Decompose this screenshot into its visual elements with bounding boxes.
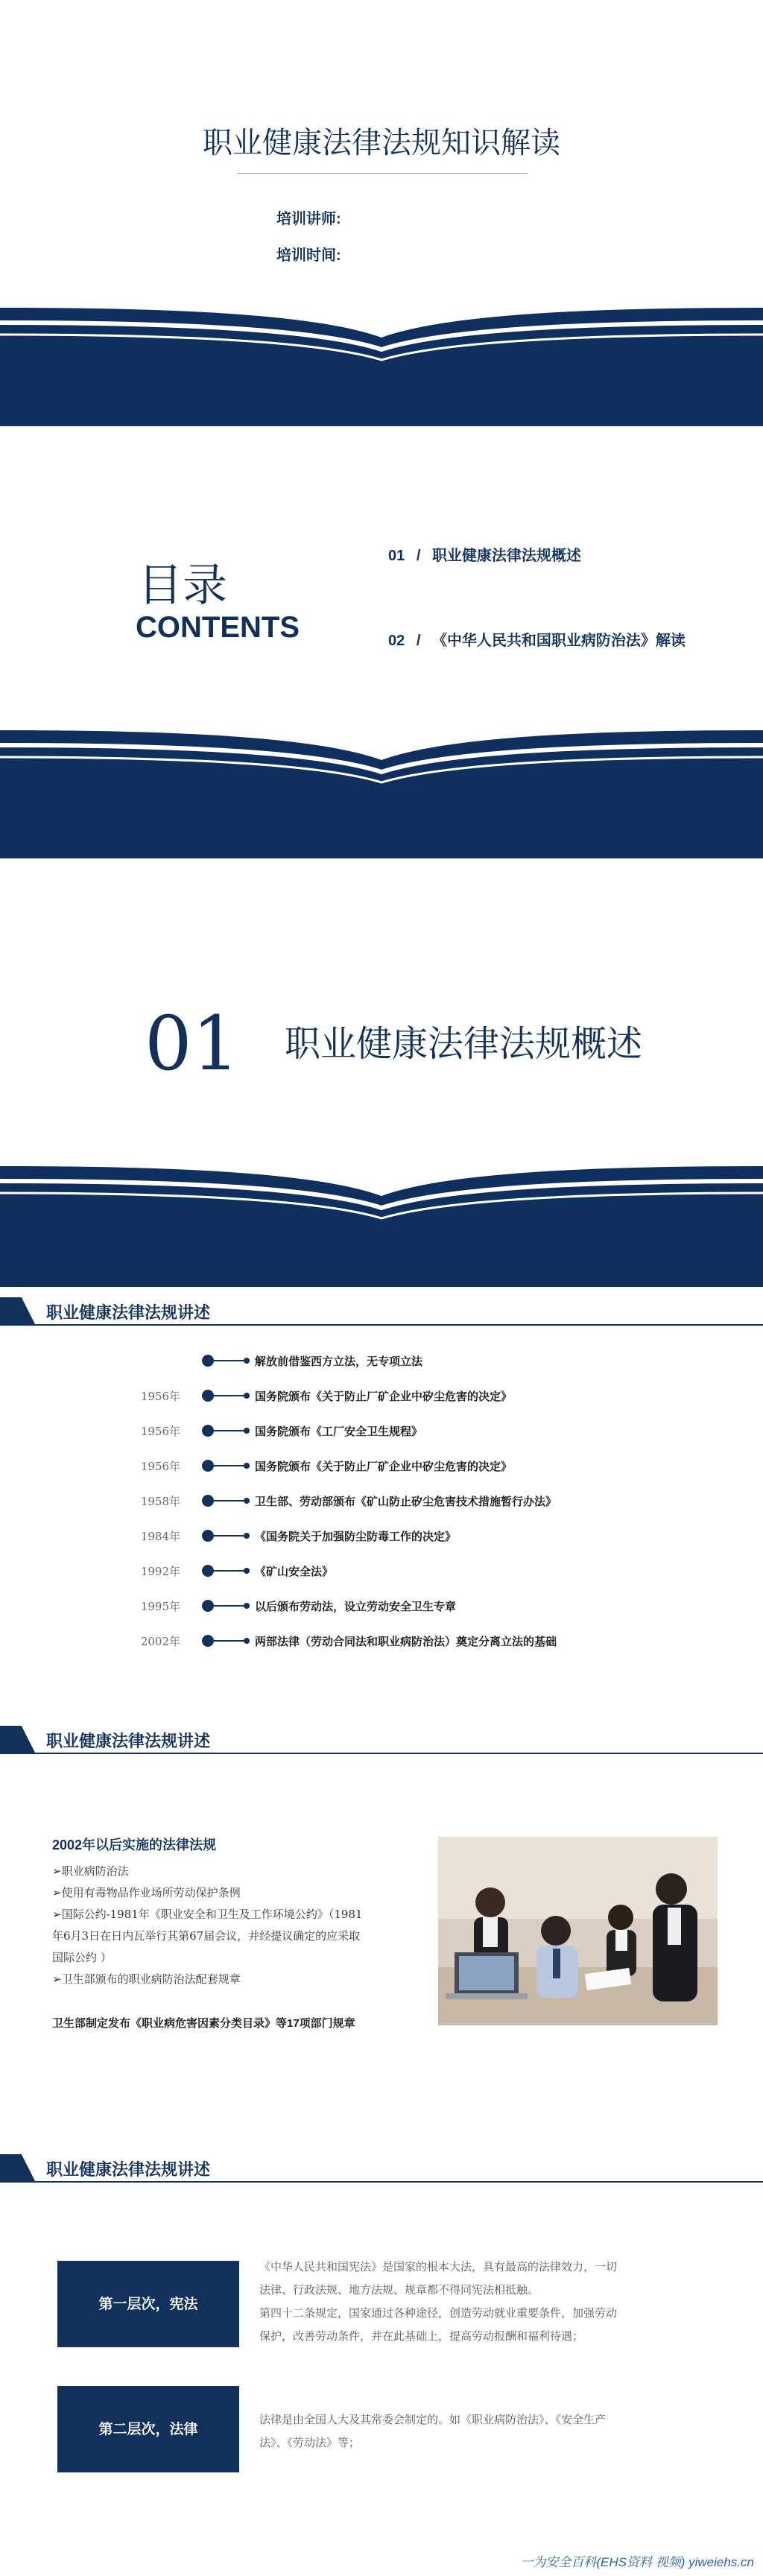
watermark: 一为安全百科(EHS资料 视频) yiweiehs.cn — [520, 2555, 754, 2569]
timeline-year: 1956年 — [140, 1390, 180, 1403]
header-title: 职业健康法律法规讲述 — [46, 2161, 211, 2180]
timeline-connector — [214, 1360, 245, 1361]
timeline-dot — [202, 1460, 214, 1472]
toc-item-label: 职业健康法律法规概述 — [431, 548, 581, 564]
toc-item-2[interactable] — [388, 628, 686, 650]
list-item: 国际公约 ） — [52, 1951, 112, 1964]
trainer-label: 培训讲师: — [276, 211, 341, 227]
toc-slide — [0, 426, 763, 858]
timeline-connector-end — [244, 1393, 250, 1399]
section-number: 01 — [145, 1000, 240, 1087]
toc-item-1[interactable] — [388, 543, 581, 565]
toc-title-en: CONTENTS — [136, 611, 300, 644]
timeline-connector — [214, 1430, 245, 1431]
timeline-dot — [202, 1425, 214, 1437]
header-rule — [0, 1324, 763, 1326]
timeline-connector-end — [244, 1603, 250, 1609]
timeline-connector-end — [244, 1638, 250, 1644]
timeline-connector-end — [244, 1463, 250, 1469]
timeline-row — [0, 1521, 763, 1551]
header-title: 职业健康法律法规讲述 — [46, 1732, 211, 1751]
toc-item-number: 02 — [388, 633, 405, 649]
timeline-connector — [214, 1640, 245, 1642]
book-banner — [0, 724, 763, 858]
laws-subtitle: 2002年以后实施的法律法规 — [52, 1838, 217, 1852]
timeline-connector — [214, 1535, 245, 1537]
levels-slide — [0, 2144, 763, 2576]
slide-header — [0, 1723, 763, 1756]
slide-header — [0, 2151, 763, 2184]
timeline-event: 国务院颁布《关于防止厂矿企业中矽尘危害的决定》 — [255, 1460, 513, 1473]
timeline-connector-end — [244, 1568, 250, 1574]
cover-title: 职业健康法律法规知识解读 — [203, 126, 560, 160]
timeline-dot — [202, 1530, 214, 1542]
timeline-connector — [214, 1500, 245, 1501]
timeline-dot — [202, 1390, 214, 1402]
timeline-row — [0, 1346, 763, 1376]
timeline-event: 国务院颁布《工厂安全卫生规程》 — [255, 1425, 423, 1438]
timeline-event: 解放前借鉴西方立法，无专项立法 — [255, 1355, 423, 1368]
timeline-connector-end — [244, 1533, 250, 1539]
book-banner — [0, 1160, 763, 1287]
text-line: 保护，改善劳动条件，并在此基础上，提高劳动报酬和福利待遇； — [259, 2329, 584, 2343]
timeline-slide — [0, 1287, 763, 1715]
header-title: 职业健康法律法规讲述 — [46, 1304, 211, 1323]
timeline-event: 国务院颁布《关于防止厂矿企业中矽尘危害的决定》 — [255, 1390, 513, 1403]
laws-footer: 卫生部制定发布《职业病危害因素分类目录》等17项部门规章 — [52, 2017, 355, 2030]
text-line: 《中华人民共和国宪法》是国家的根本大法，具有最高的法律效力，一切 — [259, 2260, 618, 2273]
laws-slide — [0, 1715, 763, 2144]
timeline-year: 1984年 — [140, 1530, 180, 1543]
office-photo — [438, 1837, 718, 2025]
timeline-row — [0, 1486, 763, 1516]
level-label: 第一层次，宪法 — [57, 2261, 239, 2347]
toc-item-label: 《中华人民共和国职业病防治法》解读 — [431, 633, 686, 649]
timeline-year: 1956年 — [140, 1425, 180, 1438]
header-rule — [0, 2181, 763, 2183]
toc-item-separator: / — [416, 548, 421, 564]
timeline — [0, 1346, 763, 1703]
timeline-year: 1956年 — [140, 1460, 180, 1473]
list-item: ➢使用有毒物品作业场所劳动保护条例 — [52, 1886, 241, 1899]
text-line: 第四十二条规定，国家通过各种途径，创造劳动就业重要条件，加强劳动 — [259, 2306, 618, 2320]
timeline-event: 卫生部、劳动部颁布《矿山防止矽尘危害技术措施暂行办法》 — [255, 1495, 557, 1508]
slide-header — [0, 1294, 763, 1327]
timeline-row — [0, 1591, 763, 1621]
timeline-connector — [214, 1570, 245, 1572]
time-label: 培训时间: — [276, 247, 341, 264]
text-line: 法律、行政法规、地方法规、规章都不得同宪法相抵触。 — [259, 2283, 539, 2297]
cover-slide — [0, 0, 763, 426]
timeline-dot — [202, 1635, 214, 1647]
timeline-connector-end — [244, 1428, 250, 1434]
timeline-dot — [202, 1565, 214, 1577]
timeline-row — [0, 1381, 763, 1411]
header-triangle — [0, 2154, 36, 2183]
header-triangle — [0, 1297, 36, 1326]
timeline-year: 2002年 — [140, 1635, 180, 1648]
list-item: 年6月3日在日内瓦举行其第67届会议，并经提议确定的应采取 — [52, 1929, 361, 1943]
header-triangle — [0, 1726, 36, 1754]
level-description — [259, 2408, 700, 2455]
timeline-event: 以后颁布劳动法，设立劳动安全卫生专章 — [255, 1600, 457, 1613]
title-underline — [237, 173, 528, 174]
timeline-row — [0, 1416, 763, 1446]
timeline-connector — [214, 1465, 245, 1466]
section-slide — [0, 858, 763, 1287]
toc-item-separator: / — [416, 633, 421, 649]
timeline-dot — [202, 1495, 214, 1507]
level-label: 第二层次，法律 — [57, 2386, 239, 2472]
timeline-dot — [202, 1355, 214, 1367]
list-item: ➢职业病防治法 — [52, 1864, 129, 1878]
list-item: ➢卫生部颁布的职业病防治法配套规章 — [52, 1972, 241, 1986]
timeline-connector — [214, 1395, 245, 1396]
timeline-row — [0, 1451, 763, 1481]
timeline-connector-end — [244, 1498, 250, 1504]
text-line: 法》、《劳动法》等； — [259, 2436, 361, 2449]
laws-list — [52, 1861, 440, 1990]
book-banner — [0, 302, 763, 426]
timeline-dot — [202, 1600, 214, 1612]
timeline-year: 1995年 — [140, 1600, 180, 1613]
timeline-row — [0, 1556, 763, 1586]
list-item: ➢国际公约-1981年《职业安全和卫生及工作环境公约》（1981 — [52, 1908, 363, 1921]
timeline-event: 《矿山安全法》 — [255, 1565, 334, 1578]
timeline-connector — [214, 1605, 245, 1607]
timeline-year: 1992年 — [140, 1565, 180, 1578]
timeline-event: 《国务院关于加强防尘防毒工作的决定》 — [255, 1530, 457, 1543]
header-rule — [0, 1753, 763, 1754]
level-description — [259, 2256, 700, 2348]
toc-title-cn: 目录 — [138, 560, 227, 612]
timeline-row — [0, 1626, 763, 1656]
timeline-connector-end — [244, 1358, 250, 1364]
text-line: 法律是由全国人大及其常委会制定的。如《职业病防治法》、《安全生产 — [259, 2413, 607, 2426]
toc-item-number: 01 — [388, 548, 405, 564]
timeline-year: 1958年 — [140, 1495, 180, 1508]
timeline-event: 两部法律（劳动合同法和职业病防治法）奠定分离立法的基础 — [255, 1635, 557, 1648]
section-title: 职业健康法律法规概述 — [285, 1023, 643, 1065]
